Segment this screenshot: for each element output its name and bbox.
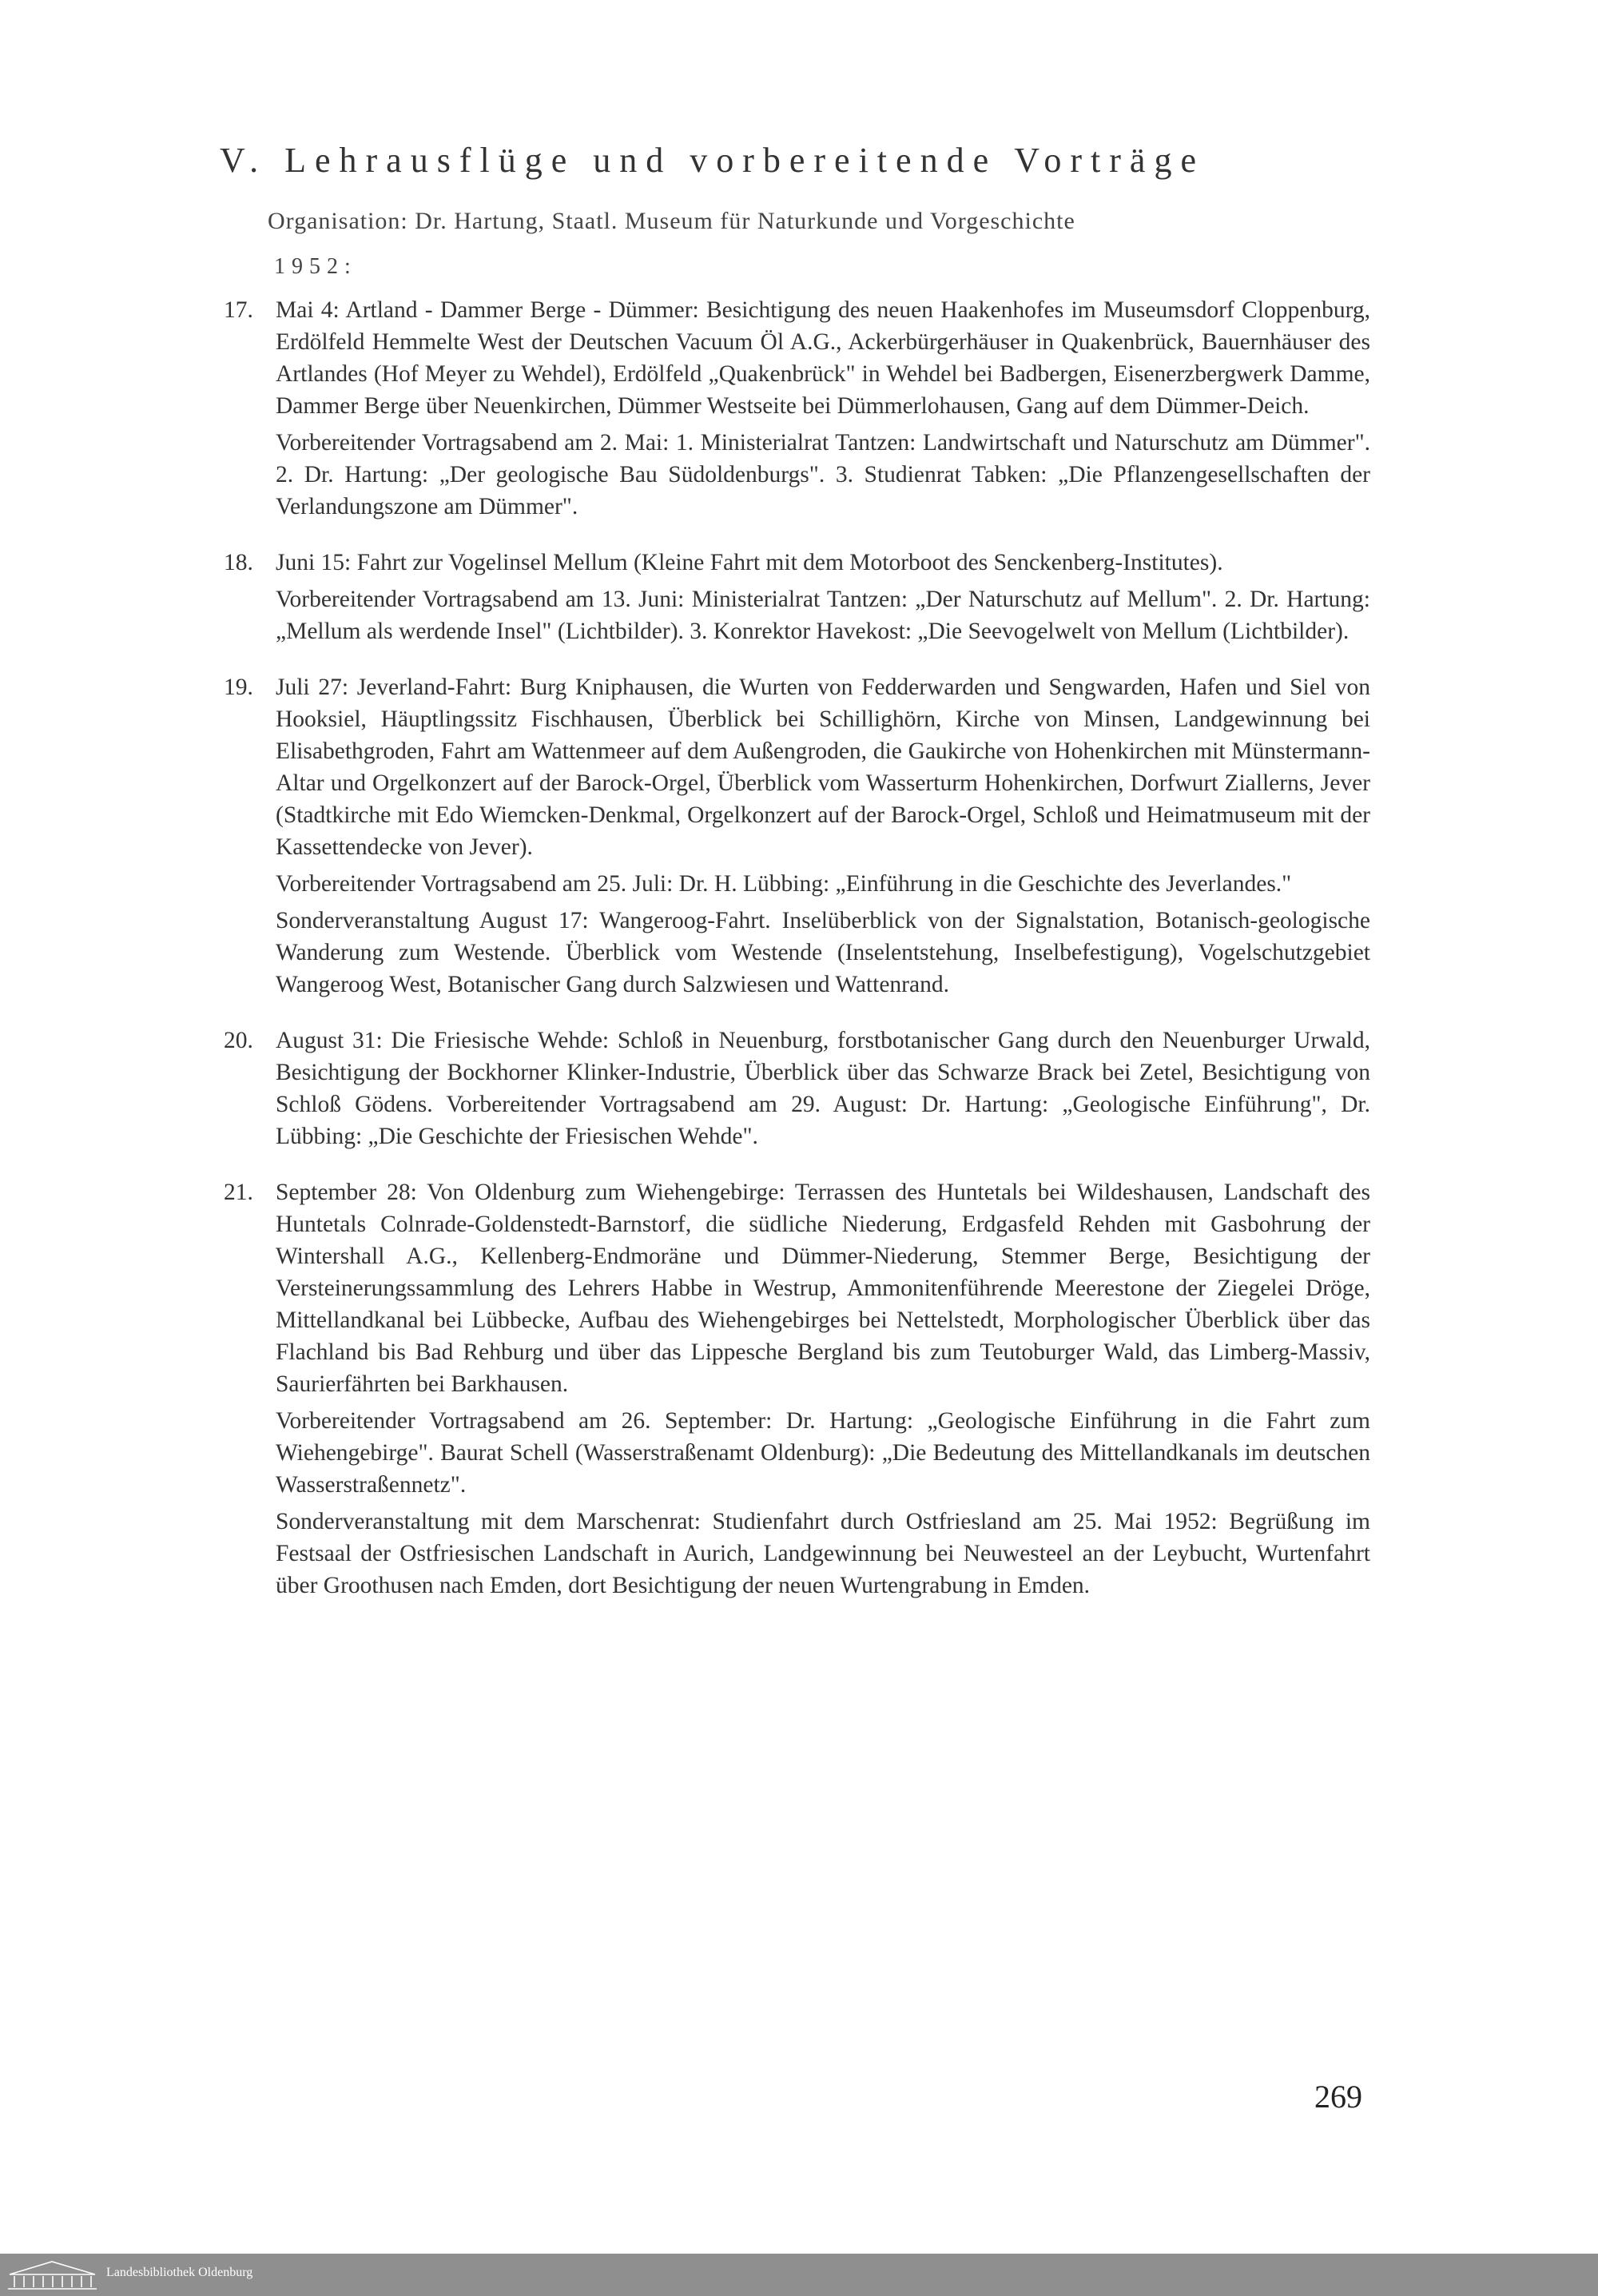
footer-bar — [0, 2254, 1598, 2296]
library-building-icon — [6, 2258, 98, 2291]
entry-paragraph: Vorbereitender Vortragsabend am 25. Juli: Dr. H. Lübbing: „Einführung in die Geschichte des Jeverlandes." — [276, 871, 1292, 897]
entry-paragraph: Vorbereitender Vortragsabend am 13. Juni: Ministerialrat Tantzen: „Der Naturschutz auf Mellum". 2. Dr. Hartung: „Mellum als werdende Insel" (Lichtbilder). 3. Konrektor Havekost: „Die Seevogelwelt von Mellum (Lichtbilder). — [276, 587, 1370, 644]
entry-18 — [224, 547, 1370, 647]
entry-paragraph: September 28: Von Oldenburg zum Wiehengebirge: Terrassen des Huntetals bei Wildeshausen, Landschaft des Huntetals Colnrade-Goldenstedt-Barnstorf, die südliche Niederung, Erdgasfeld Rehden mit Gasbohrung der Wintershall A.G., Kellenberg-Endmoräne und Dümmer-Niederung, Stemmer Berge, Besichtigung der Versteinerungssammlung des Lehrers Habbe in Westrup, Ammonitenführende Meerestone der Ziegelei Dröge, Mittellandkanal bei Lübbecke, Aufbau des Wiehengebirges bei Nettelstedt, Morphologischer Überblick über das Flachland bis Bad Rehburg und über das Lippesche Bergland bis zum Teutoburger Wald, das Limberg-Massiv, Saurierfährten bei Barkhausen. — [276, 1180, 1370, 1397]
entry-paragraph: Vorbereitender Vortragsabend am 26. September: Dr. Hartung: „Geologische Einführung in die Fahrt zum Wiehengebirge". Baurat Schell (Wasserstraßenamt Oldenburg): „Die Bedeutung des Mittellandkanals im deutschen Wasserstraßennetz". — [276, 1408, 1370, 1498]
entry-number: 18. — [224, 550, 253, 575]
entry-paragraph: Sonderveranstaltung August 17: Wangeroog-Fahrt. Inselüberblick von der Signalstation, Botanisch-geologische Wanderung zum Westende. Überblick vom Westende (Inselentstehung, Inselbefestigung), Vogelschutzgebiet Wangeroog West, Botanischer Gang durch Salzwiesen und Wattenrand. — [276, 908, 1370, 997]
entry-paragraph: Mai 4: Artland - Dammer Berge - Dümmer: Besichtigung des neuen Haakenhofes im Museumsdorf Cloppenburg, Erdölfeld Hemmelte West der Deutschen Vacuum Öl A.G., Ackerbürgerhäuser in Quakenbrück, Bauernhäuser des Artlandes (Hof Meyer zu Wehdel), Erdölfeld „Quakenbrück" in Wehdel bei Badbergen, Eisenerzbergwerk Damme, Dammer Berge über Neuenkirchen, Dümmer Westseite bei Dümmerlohausen, Gang auf dem Dümmer-Deich. — [276, 297, 1370, 419]
entry-paragraph: August 31: Die Friesische Wehde: Schloß in Neuenburg, forstbotanischer Gang durch den Neuenburger Urwald, Besichtigung der Bockhorner Klinker-Industrie, Überblick über das Schwarze Brack bei Zetel, Besichtigung von Schloß Gödens. Vorbereitender Vortragsabend am 29. August: Dr. Hartung: „Geologische Einführung", Dr. Lübbing: „Die Geschichte der Friesischen Wehde". — [276, 1028, 1370, 1149]
page-number: 269 — [1314, 2079, 1362, 2115]
entry-paragraph: Sonderveranstaltung mit dem Marschenrat: Studienfahrt durch Ostfriesland am 25. Mai 1952: Begrüßung im Festsaal der Ostfriesischen Landschaft in Aurich, Landgewinnung bei Neuwesteel an der Leybucht, Wurtenfahrt über Groothusen nach Emden, dort Besichtigung der neuen Wurtengrabung in Emden. — [276, 1509, 1370, 1598]
entry-number: 19. — [224, 674, 253, 700]
entry-19 — [224, 671, 1370, 1001]
organisation-line: Organisation: Dr. Hartung, Staatl. Museum für Naturkunde und Vorgeschichte — [268, 208, 1075, 234]
entries-list — [224, 294, 1370, 1626]
entry-20 — [224, 1025, 1370, 1152]
entry-number: 17. — [224, 297, 253, 323]
entry-17 — [224, 294, 1370, 523]
entry-number: 21. — [224, 1180, 253, 1205]
entry-paragraph: Vorbereitender Vortragsabend am 2. Mai: 1. Ministerialrat Tantzen: Landwirtschaft und Naturschutz am Dümmer". 2. Dr. Hartung: „Der geologische Bau Südoldenburgs". 3. Studienrat Tabken: „Die Pflanzengesellschaften der Verlandungszone am Dümmer". — [276, 430, 1370, 519]
section-heading: V. Lehrausflüge und vorbereitende Vorträge — [220, 141, 1205, 180]
entry-paragraph: Juli 27: Jeverland-Fahrt: Burg Kniphausen, die Wurten von Fedderwarden und Sengwarden, Hafen und Siel von Hooksiel, Häuptlingssitz Fischhausen, Überblick bei Schillighörn, Kirche von Minsen, Landgewinnung bei Elisabethgroden, Fahrt am Wattenmeer auf dem Außengroden, die Gaukirche von Hohenkirchen mit Münstermann-Altar und Orgelkonzert auf der Barock-Orgel, Überblick vom Wasserturm Hohenkirchen, Dorfwurt Ziallerns, Jever (Stadtkirche mit Edo Wiemcken-Denkmal, Orgelkonzert auf der Barock-Orgel, Schloß und Heimatmuseum mit der Kassettendecke von Jever). — [276, 674, 1370, 860]
year-label: 1952: — [274, 254, 357, 279]
library-name: Landesbibliothek Oldenburg — [106, 2266, 253, 2279]
entry-paragraph: Juni 15: Fahrt zur Vogelinsel Mellum (Kleine Fahrt mit dem Motorboot des Senckenberg-Institutes). — [276, 550, 1223, 575]
entry-number: 20. — [224, 1028, 253, 1053]
entry-21 — [224, 1176, 1370, 1602]
